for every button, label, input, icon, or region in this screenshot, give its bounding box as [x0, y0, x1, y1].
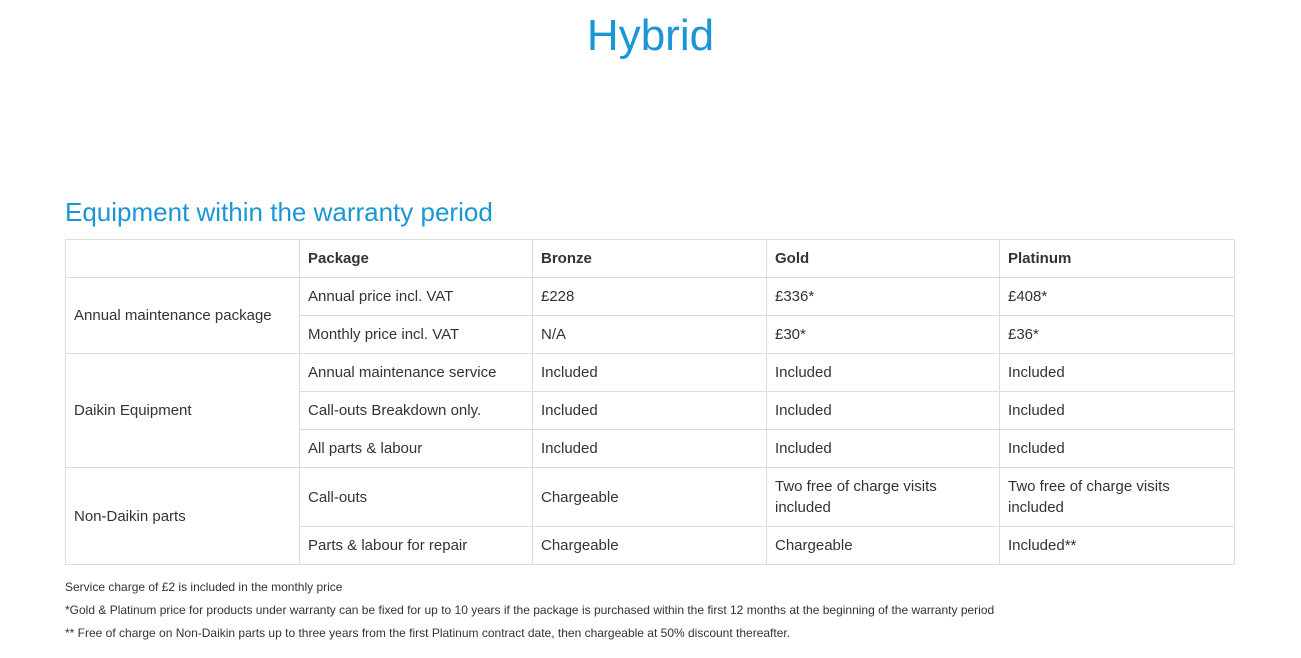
table-header-row [66, 240, 1235, 278]
footnotes [65, 576, 994, 645]
gold-cell: Included [767, 354, 1000, 392]
bronze-cell: Included [533, 392, 767, 430]
gold-cell: Two free of charge visits included [767, 468, 1000, 527]
row-item: Parts & labour for repair [300, 527, 533, 565]
footnote: ** Free of charge on Non-Daikin parts up to three years from the first Platinum contract date, then chargeable at 50% discount thereafter. [65, 626, 791, 640]
bronze-cell: Chargeable [533, 527, 767, 565]
pricing-table [65, 239, 1235, 565]
bronze-cell: Chargeable [533, 468, 767, 527]
group-label: Non-Daikin parts [66, 468, 300, 565]
platinum-cell: £36* [1000, 316, 1235, 354]
gold-cell: Included [767, 430, 1000, 468]
platinum-cell: Included [1000, 430, 1235, 468]
row-item: Call-outs [300, 468, 533, 527]
header-platinum: Platinum [1000, 240, 1235, 278]
gold-cell: £30* [767, 316, 1000, 354]
bronze-cell: Included [533, 430, 767, 468]
gold-cell: Chargeable [767, 527, 1000, 565]
bronze-cell: N/A [533, 316, 767, 354]
section-title: Equipment within the warranty period [65, 197, 493, 227]
table-row [66, 278, 1235, 316]
footnote: *Gold & Platinum price for products under warranty can be fixed for up to 10 years if the package is purchased within the first 12 months at the beginning of the warranty period [65, 603, 995, 617]
gold-cell: Included [767, 392, 1000, 430]
table-row [66, 468, 1235, 527]
group-label: Annual maintenance package [66, 278, 300, 354]
platinum-cell: Included** [1000, 527, 1235, 565]
row-item: Monthly price incl. VAT [300, 316, 533, 354]
page-title: Hybrid [586, 11, 715, 60]
row-item: Call-outs Breakdown only. [300, 392, 533, 430]
header-gold: Gold [767, 240, 1000, 278]
row-item: Annual maintenance service [300, 354, 533, 392]
bronze-cell: Included [533, 354, 767, 392]
header-bronze: Bronze [533, 240, 767, 278]
platinum-cell: Included [1000, 354, 1235, 392]
platinum-cell: Two free of charge visits included [1000, 468, 1235, 527]
footnote: Service charge of £2 is included in the monthly price [65, 580, 343, 594]
bronze-cell: £228 [533, 278, 767, 316]
header-empty [66, 240, 300, 278]
header-package: Package [300, 240, 533, 278]
group-label: Daikin Equipment [66, 354, 300, 468]
row-item: All parts & labour [300, 430, 533, 468]
platinum-cell: £408* [1000, 278, 1235, 316]
row-item: Annual price incl. VAT [300, 278, 533, 316]
platinum-cell: Included [1000, 392, 1235, 430]
gold-cell: £336* [767, 278, 1000, 316]
table-row [66, 354, 1235, 392]
